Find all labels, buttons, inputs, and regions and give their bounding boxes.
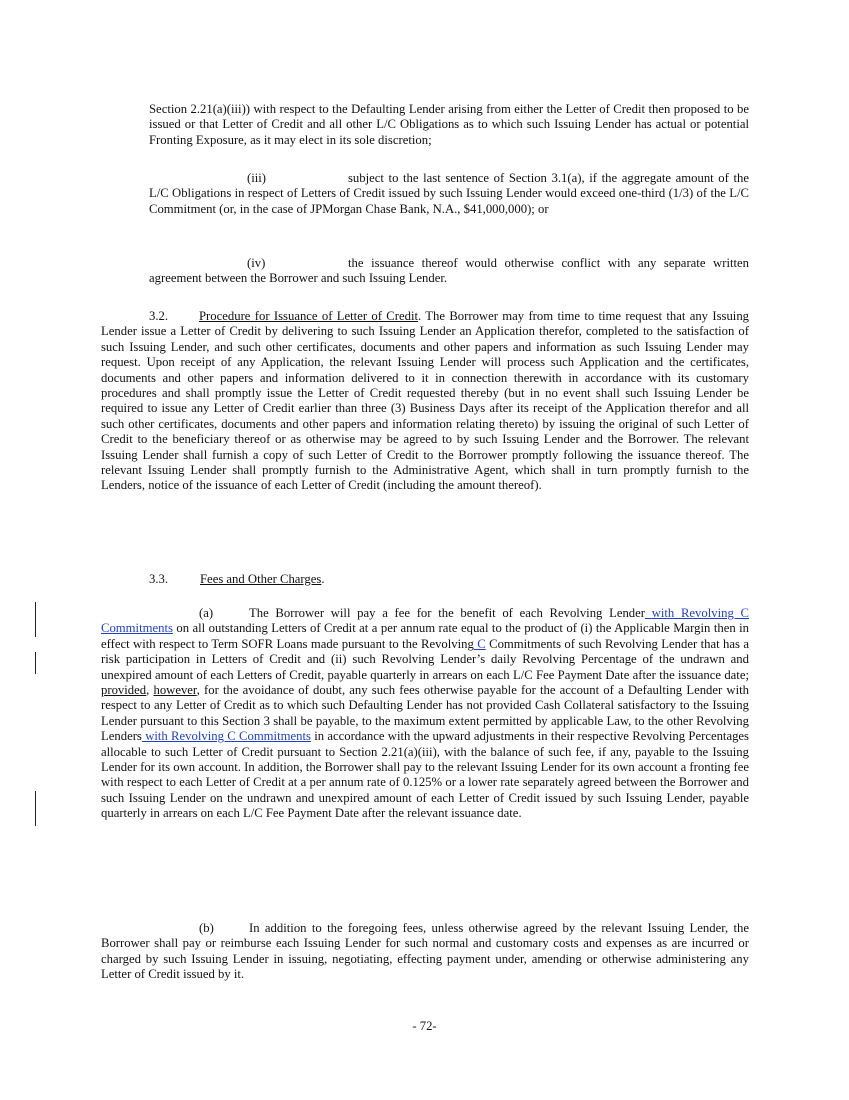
inserted-text: C [473, 636, 486, 651]
change-bar [35, 791, 36, 826]
section-3-2: 3.2. Procedure for Issuance of Letter of Credit. The Borrower may from time to time request that any Issuing Lender issue a Letter of Credit by delivering to such Issuing Lender an Application therefor, completed to the satisfaction of such Issuing Lender, and such other certificates, documents and other papers and information as such Issuing Lender may request. Upon receipt of any Application, the relevant Issuing Lender will process such Application and the certificates, documents and other papers and information delivered to it in connection therewith in accordance with its customary procedures and shall promptly issue the Letter of Credit requested thereby (but in no event shall such Issuing Lender be required to issue any Letter of Credit earlier than three (3) Business Days after its receipt of the Application therefor and all such other certificates, documents and other papers and information relating thereto) by issuing the original of such Letter of Credit to the beneficiary thereof or as otherwise may be agreed to by such Issuing Lender and the Borrower. The relevant Issuing Lender shall furnish a copy of such Letter of Credit to the Borrower promptly following the issuance thereof. The relevant Issuing Lender shall promptly furnish to the Administrative Agent, which shall in turn promptly furnish to the Lenders, notice of the issuance of each Letter of Credit (including the amount thereof). [101, 309, 750, 493]
section-3-3-heading: 3.3. Fees and Other Charges. [149, 572, 325, 586]
clause-number: (iv) [247, 256, 266, 270]
paragraph-continuation: Section 2.21(a)(iii)) with respect to the Defaulting Lender arising from either the Letter of Credit then proposed to be issued or that Letter of Credit and all other L/C Obligations as to which such Issuing Lender has actual or potential Fronting Exposure, as it may elect in its sole discretion; [149, 102, 749, 147]
inserted-text: with Revolving C Commitments [101, 606, 749, 636]
change-bar [35, 602, 36, 637]
clause-number: (a) [199, 606, 214, 620]
section-title: Procedure for Issuance of Letter of Credit [199, 309, 419, 323]
paragraph-3-3-a: (a) The Borrower will pay a fee for the benefit of each Revolving Lender with Revolving C Commitments on all outstanding Letters of Credit at a per annum rate equal to the product of (i) the Applicable Margin then in effect with respect to Term SOFR Loans made pursuant to the Revolving C Commitments of such Revolving Lender that has a risk participation in Letters of Credit and (ii) such Revolving Lender’s daily Revolving Percentage of the undrawn and unexpired amount of each Letters of Credit, payable quarterly in arrears on each L/C Fee Payment Date after the issuance date; provided, however, for the avoidance of doubt, any such fees otherwise payable for the account of a Defaulting Lender with respect to any Letter of Credit as to which such Defaulting Lender has not provided Cash Collateral satisfactory to the Issuing Lender pursuant to this Section 3 shall be payable, to the maximum extent permitted by applicable Law, to the other Revolving Lenders with Revolving C Commitments in accordance with the upward adjustments in their respective Revolving Percentages allocable to such Letter of Credit pursuant to Section 2.21(a)(iii), with the balance of such fee, if any, payable to the Issuing Lender for its own account. In addition, the Borrower shall pay to the relevant Issuing Lender for its own account a fronting fee with respect to each Letter of Credit at a per annum rate of 0.125% or a lower rate separately agreed between the Borrower and such Issuing Lender on the undrawn and unexpired amount of each Letter of Credit issued by such Issuing Lender, payable quarterly in arrears on each L/C Fee Payment Date after the relevant issuance date. [101, 606, 749, 821]
clause-iv: (iv) the issuance thereof would otherwise conflict with any separate written agreement between the Borrower and such Issuing Lender. [149, 256, 749, 286]
clause-number: (iii) [247, 171, 267, 185]
clause-number: (b) [199, 921, 214, 935]
inserted-text: with Revolving C Commitments [141, 729, 311, 744]
section-number: 3.3. [149, 572, 169, 586]
section-title: Fees and Other Charges [200, 572, 322, 586]
clause-iii: (iii) subject to the last sentence of Section 3.1(a), if the aggregate amount of the L/C Obligations in respect of Letters of Credit issued by such Issuing Lender would exceed one-third (1/3) of the L/C Commitment (or, in the case of JPMorgan Chase Bank, N.A., $41,000,000); or [149, 171, 749, 216]
page-number: - 72- [412, 1019, 437, 1033]
section-number: 3.2. [149, 309, 169, 323]
paragraph-3-3-b: (b) In addition to the foregoing fees, unless otherwise agreed by the relevant Issuing Lender, the Borrower shall pay or reimburse each Issuing Lender for such normal and customary costs and expenses as are incurred or charged by such Issuing Lender in issuing, negotiating, effecting payment under, amending or otherwise administering any Letter of Credit issued by it. [101, 921, 749, 982]
change-bar [35, 652, 36, 674]
